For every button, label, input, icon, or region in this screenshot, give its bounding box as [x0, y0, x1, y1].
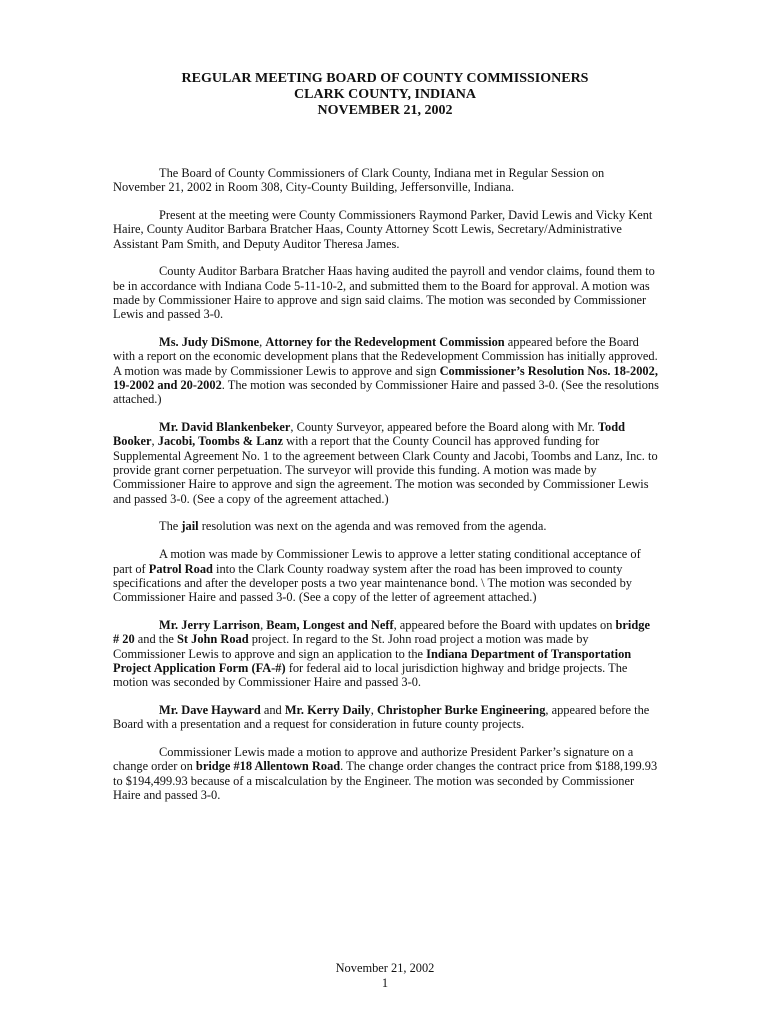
footer-date: November 21, 2002: [335, 961, 435, 975]
title-line-3: NOVEMBER 21, 2002: [317, 103, 453, 118]
paragraph-meeting-intro: The Board of County Commissioners of Clark County, Indiana met in Regular Session on November 21, 2002 in Room 308, City-County Building, Jeffersonville, Indiana.: [113, 166, 605, 195]
paragraph-attendance: Present at the meeting were County Commissioners Raymond Parker, David Lewis and Vicky Kent Haire, County Auditor Barbara Bratcher Haas, County Attorney Scott Lewis, Secretary/Administrative Assistant Pam Smith, and Deputy Auditor Theresa James.: [113, 208, 653, 251]
title-line-2: CLARK COUNTY, INDIANA: [294, 87, 476, 102]
paragraph-change-order: Commissioner Lewis made a motion to approve and authorize President Parker’s signature on a change order on bridge #18 Allentown Road. The change order changes the contract price from $188,199.93 to $194,499.93 because of a miscalculation by the Engineer. The motion was seconded by Commissioner Haire and passed 3-0.: [113, 745, 658, 802]
paragraph-redevelopment: Ms. Judy DiSmone, Attorney for the Redevelopment Commission appeared before the Board with a report on the economic development plans that the Redevelopment Commission has initially approved. A motion was made by Commissioner Lewis to approve and sign Commissioner’s Resolution Nos. 18-2002, 19-2002 and 20-2002. The motion was seconded by Commissioner Haire and passed 3-0. (See the resolutions attached.): [113, 335, 659, 407]
paragraph-surveyor: Mr. David Blankenbeker, County Surveyor, appeared before the Board along with Mr. Todd Booker, Jacobi, Toombs & Lanz with a report that the County Council has approved funding for Supplemental Agreement No. 1 to the agreement between Clark County and Jacobi, Toombs and Lanz, Inc. to provide grant corner perpetuation. The surveyor will provide this funding. A motion was made by Commissioner Haire to approve and sign the agreement. The motion was seconded by Commissioner Lewis and passed 3-0. (See a copy of the agreement attached.): [113, 420, 658, 506]
page-footer: [0, 961, 770, 990]
paragraph-claims: County Auditor Barbara Bratcher Haas having audited the payroll and vendor claims, found them to be in accordance with Indiana Code 5-11-10-2, and submitted them to the Board for approval. A motion was made by Commissioner Haire to approve and sign said claims. The motion was seconded by Commissioner Lewis and passed 3-0.: [113, 264, 655, 322]
minutes-body: [113, 166, 659, 816]
paragraph-engineering-presentation: Mr. Dave Hayward and Mr. Kerry Daily, Christopher Burke Engineering, appeared before the Board with a presentation and a request for consideration in future county projects.: [113, 702, 650, 732]
title-line-1: REGULAR MEETING BOARD OF COUNTY COMMISSIONERS: [181, 71, 589, 86]
paragraph-patrol-road: A motion was made by Commissioner Lewis to approve a letter stating conditional acceptance of part of Patrol Road into the Clark County roadway system after the road has been improved to county specifications and after the developer posts a two year maintenance bond. \ The motion was seconded by Commissioner Haire and passed 3-0. (See a copy of the letter of agreement attached.): [113, 547, 641, 605]
paragraph-jail: The jail resolution was next on the agenda and was removed from the agenda.: [159, 519, 547, 534]
page-number: 1: [381, 975, 389, 990]
paragraph-bridge-20: Mr. Jerry Larrison, Beam, Longest and Neff, appeared before the Board with updates on bridge # 20 and the St John Road project. In regard to the St. John road project a motion was made by Commissioner Lewis to approve and sign an application to the Indiana Department of Transportation Project Application Form (FA-#) for federal aid to local jurisdiction highway and bridge projects. The motion was seconded by Commissioner Haire and passed 3-0.: [113, 617, 650, 690]
document-title: [0, 71, 770, 119]
